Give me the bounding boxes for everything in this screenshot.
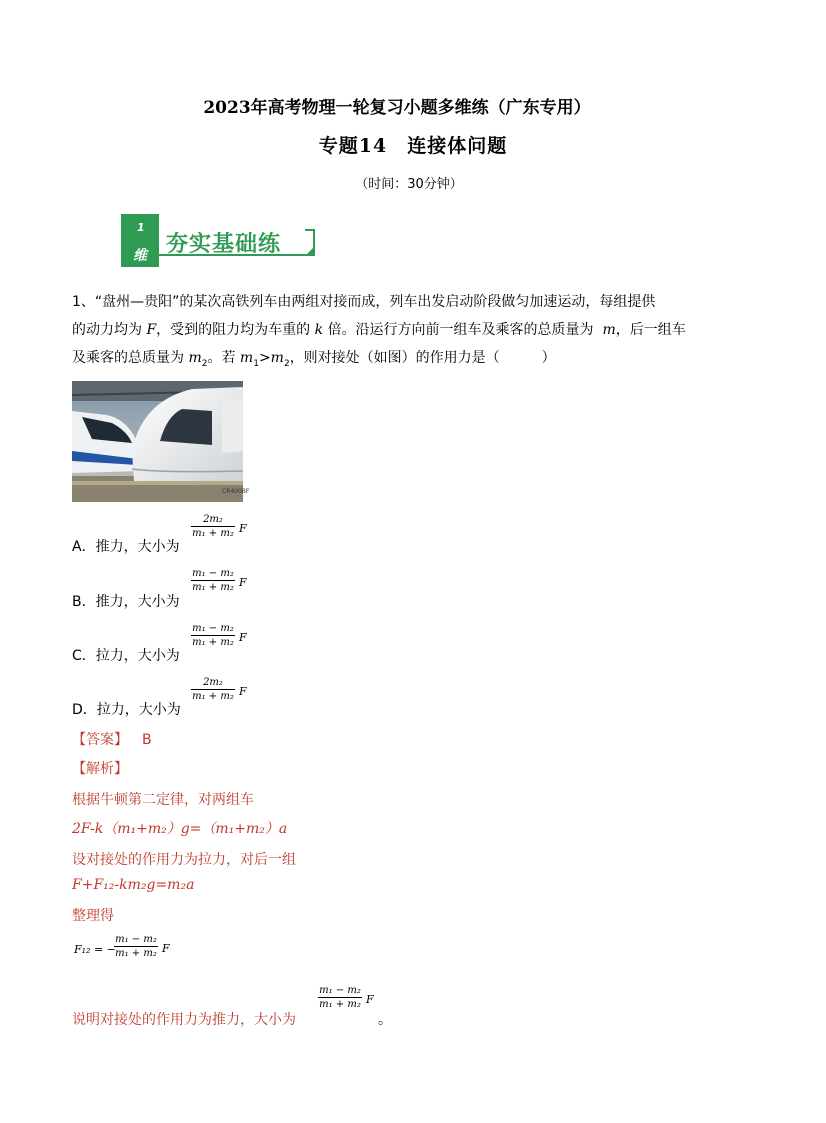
badge-number: 1 [137, 221, 145, 234]
q-var-m: m [602, 322, 616, 338]
q-sub: 2 [283, 358, 290, 369]
time-note: （时间：30分钟） [355, 177, 463, 192]
q-text: ，则对接处（如图）的作用力是（ ） [289, 350, 556, 366]
badge-char: 维 [133, 248, 147, 264]
q-text: 的动力均为 [72, 322, 142, 338]
option-a-fraction [191, 514, 247, 539]
fraction-F: F [239, 522, 247, 535]
fraction-F: F [366, 993, 374, 1006]
fraction-numerator: m₁ − m₂ [192, 623, 234, 634]
option-b-fraction [191, 568, 247, 593]
option-b[interactable] [72, 591, 180, 611]
fraction-F: F [239, 685, 247, 698]
section-badge-label: 夯实基础练 [166, 232, 282, 257]
fraction-numerator: m₁ − m₂ [192, 568, 234, 579]
fraction-numerator: m₁ − m₂ [115, 934, 157, 945]
option-b-label: B．推力，大小为 [72, 594, 180, 610]
fraction-denominator: m₁ + m₂ [192, 582, 234, 593]
answer-value: B [142, 732, 152, 748]
option-d-label: D．拉力，大小为 [72, 702, 181, 718]
analysis-line-3: 整理得 [72, 908, 114, 924]
q-var-m2: m [270, 350, 284, 366]
fraction-F: F [162, 942, 170, 955]
q-sub: 1 [253, 358, 259, 369]
analysis-equation-4-fraction [318, 985, 374, 1010]
analysis-equation-1: 2F-k（m₁+m₂）g=（m₁+m₂）a [72, 821, 288, 837]
option-a[interactable] [72, 536, 180, 556]
q-var-F: F [146, 322, 157, 338]
analysis-equation-3-lhs: F₁₂ = − [74, 943, 116, 956]
analysis-line-1: 根据牛顿第二定律，对两组车 [72, 792, 254, 808]
fraction-denominator: m₁ + m₂ [192, 637, 234, 648]
option-c-fraction [191, 623, 247, 648]
option-a-label: A．推力，大小为 [72, 539, 180, 555]
q-var-m2: m [188, 350, 202, 366]
fraction-denominator: m₁ + m₂ [192, 691, 234, 702]
option-d[interactable] [72, 699, 181, 719]
paper-title: 2023年高考物理一轮复习小题多维练（广东专用） [203, 98, 591, 118]
q-text: 倍。沿运行方向前一组车及乘客的总质量为 [327, 322, 594, 338]
option-c-label: C．拉力，大小为 [72, 648, 180, 664]
analysis-equation-2: F+F₁₂-km₂g=m₂a [72, 877, 195, 893]
fraction-denominator: m₁ + m₂ [115, 948, 157, 959]
badge-triangle [307, 246, 315, 254]
q-text: 。若 [207, 350, 236, 366]
analysis-line-2: 设对接处的作用力为拉力，对后一组 [72, 852, 296, 868]
q-var-k: k [314, 322, 324, 338]
fraction-denominator: m₁ + m₂ [319, 999, 361, 1010]
fraction-F: F [239, 631, 247, 644]
analysis-label: 【解析】 [72, 761, 128, 777]
q-text: ，后一组车 [615, 322, 686, 338]
train-photo [72, 381, 250, 502]
q-sub: 2 [201, 358, 208, 369]
fraction-numerator: 2m₂ [203, 677, 223, 688]
fraction-numerator: m₁ − m₂ [319, 985, 361, 996]
train-model-label: CR400BF [222, 488, 250, 495]
q-gt: > [258, 350, 271, 366]
question-line-3 [72, 344, 732, 378]
question-line-1: 1、“盘州—贵阳”的某次高铁列车由两组对接而成，列车出发启动阶段做匀加速运动，每组提供 [72, 294, 656, 310]
answer-label: 【答案】 [72, 732, 128, 748]
badge-underline [159, 254, 315, 256]
analysis-line-4: 说明对接处的作用力为推力，大小为 [72, 1012, 296, 1028]
analysis-end-mark: 。 [378, 1012, 392, 1028]
section-badge-number [121, 214, 159, 267]
option-d-fraction [191, 677, 247, 702]
analysis-equation-3-fraction [114, 934, 170, 959]
q-text: ，受到的阻力均为车重的 [156, 322, 311, 338]
fraction-F: F [239, 576, 247, 589]
question-line-2 [72, 316, 732, 344]
q-var-m1: m [239, 350, 254, 366]
q-text: 及乘客的总质量为 [72, 350, 184, 366]
option-c[interactable] [72, 645, 180, 665]
topic-title: 专题14 连接体问题 [318, 135, 508, 157]
fraction-denominator: m₁ + m₂ [192, 528, 234, 539]
fraction-numerator: 2m₂ [203, 514, 223, 525]
question-stem [72, 288, 732, 378]
train-illustration [72, 381, 243, 502]
answer [72, 729, 152, 749]
